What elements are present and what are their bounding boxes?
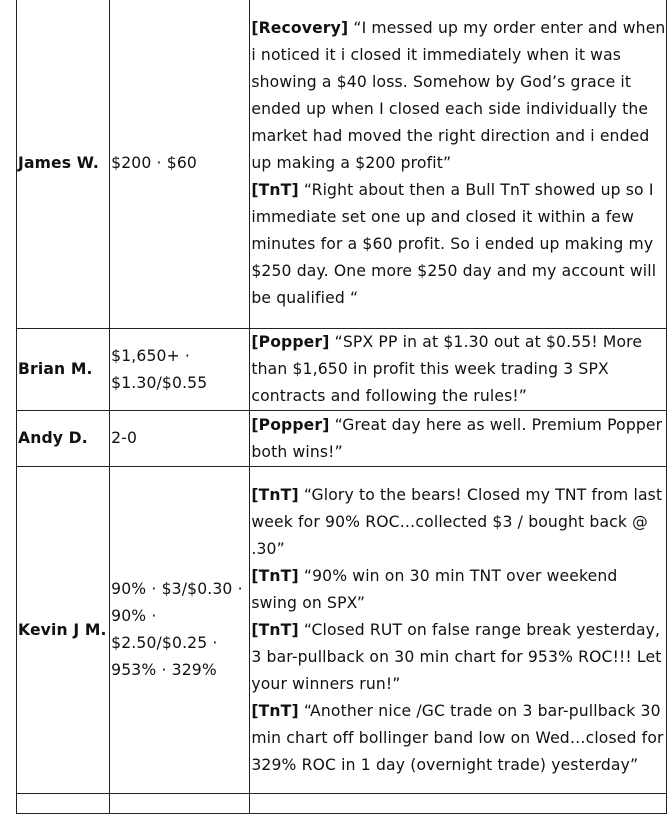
quote-text: “Another nice /GC trade on 3 bar-pullback 30 min chart off bollinger band low on Wed…closed for 329% ROC in 1 day (overnight trade) yesterday” [251, 701, 664, 774]
quote-text: “90% win on 30 min TNT over weekend swing on SPX” [251, 566, 618, 612]
quote-entry [251, 698, 666, 779]
quote-text: “Closed RUT on false range break yesterday, 3 bar-pullback on 30 min chart for 953% ROC!!! Let your winners run!” [251, 620, 662, 693]
strategy-tag: [Popper] [251, 415, 330, 434]
trade-quotes [250, 329, 667, 411]
trade-amount: 90% · $3/$0.30 · 90% · $2.50/$0.25 · 953% · 329% [110, 467, 250, 794]
testimonials-table [16, 0, 667, 814]
strategy-tag: [TnT] [251, 566, 299, 585]
table-row [17, 411, 667, 467]
trader-name: Andy D. [17, 411, 110, 467]
trader-name: James W. [17, 0, 110, 329]
trade-amount: $200 · $60 [110, 0, 250, 329]
quote-entry [251, 412, 666, 466]
trade-quotes [250, 467, 667, 794]
trader-name: Kevin J M. [17, 467, 110, 794]
trade-amount: 2-0 [110, 411, 250, 467]
trade-quotes [250, 0, 667, 329]
quote-text: “Glory to the bears! Closed my TNT from last week for 90% ROC…collected $3 / bought back @ .30” [251, 485, 663, 558]
table-row [17, 329, 667, 411]
table-row [17, 794, 667, 814]
quote-text: “SPX PP in at $1.30 out at $0.55! More than $1,650 in profit this week trading 3 SPX contracts and following the rules!” [251, 333, 643, 405]
trade-amount: $1,650+ · $1.30/$0.55 [110, 329, 250, 411]
strategy-tag: [Recovery] [251, 19, 349, 37]
strategy-tag: [TnT] [251, 181, 299, 199]
trade-amount [110, 794, 250, 814]
quote-entry [251, 563, 666, 617]
quote-entry [251, 15, 666, 177]
strategy-tag: [TnT] [251, 620, 299, 639]
quote-text: “Great day here as well. Premium Popper both wins!” [251, 415, 663, 461]
strategy-tag: [TnT] [251, 701, 299, 720]
trade-quotes [250, 794, 667, 814]
quote-entry [251, 177, 666, 312]
strategy-tag: [TnT] [251, 485, 299, 504]
trader-name: Brian M. [17, 329, 110, 411]
quote-entry [251, 329, 666, 410]
quote-text: “Right about then a Bull TnT showed up so I immediate set one up and closed it within a few minutes for a $60 profit. So i ended up making my $250 day. One more $250 day and my account will be qualified “ [251, 181, 657, 307]
quote-entry [251, 482, 666, 563]
quote-text: “I messed up my order enter and when i noticed it i closed it immediately when it was showing a $40 loss. Somehow by God’s grace it ended up when I closed each side individually the market had moved the right direction and i ended up making a $200 profit” [251, 19, 666, 172]
trade-quotes [250, 411, 667, 467]
strategy-tag: [Popper] [251, 333, 330, 351]
trader-name [17, 794, 110, 814]
table-row [17, 467, 667, 794]
quote-entry [251, 617, 666, 698]
table-row [17, 0, 667, 329]
